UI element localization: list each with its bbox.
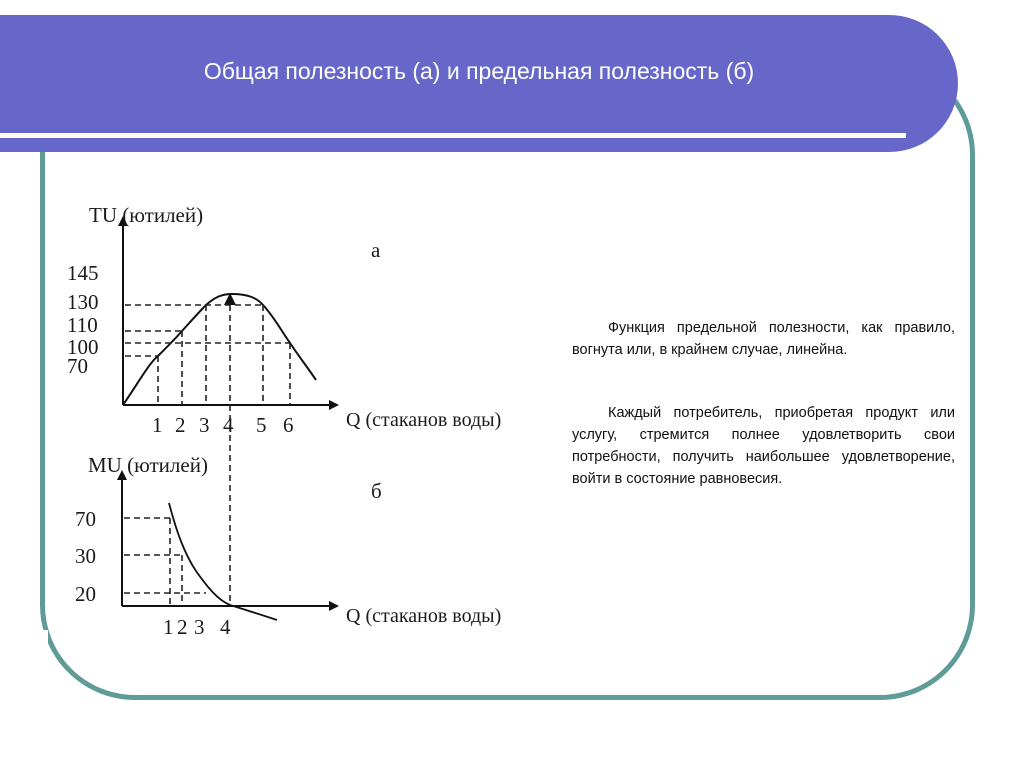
mu-x-axis-label: Q (стаканов воды) (346, 605, 502, 627)
mu-x-tick-1: 1 (163, 615, 174, 639)
tu-x-tick-5: 5 (256, 413, 267, 437)
mu-x-tick-4: 4 (220, 615, 231, 639)
mu-x-tick-3: 3 (194, 615, 205, 639)
mu-curve (169, 503, 277, 620)
tu-x-tick-4: 4 (223, 413, 234, 437)
tu-y-axis-label: TU (ютилей) (89, 203, 204, 227)
mu-x-tick-2: 2 (177, 615, 188, 639)
paragraph-2-text: Каждый потребитель, приобретая продукт или услугу, стремится полнее удовлетворить свои потребности, получить наибольшее удовлетворение, войти в состояние равновесия. (572, 405, 955, 487)
mu-y-axis-label: MU (ютилей) (88, 453, 208, 477)
tu-y-tick-100: 100 (67, 335, 99, 359)
paragraph-marginal-utility (572, 317, 955, 361)
tu-y-tick-145: 145 (67, 261, 99, 285)
paragraph-1-text: Функция предельной полезности, как правило, вогнута или, в крайнем случае, линейна. (572, 320, 955, 358)
panel-label-a: а (371, 238, 381, 262)
mu-y-tick-20: 20 (75, 582, 96, 606)
tu-x-tick-3: 3 (199, 413, 210, 437)
mu-guides (124, 518, 206, 605)
tu-chart (67, 203, 501, 604)
tu-y-tick-70: 70 (67, 354, 88, 378)
tu-y-tick-110: 110 (67, 313, 98, 337)
tu-x-tick-6: 6 (283, 413, 294, 437)
slide-title: Общая полезность (а) и предельная полезность (б) (203, 58, 755, 84)
panel-label-b: б (371, 479, 382, 503)
tu-x-tick-2: 2 (175, 413, 186, 437)
tu-x-tick-1: 1 (152, 413, 163, 437)
mu-y-tick-70: 70 (75, 507, 96, 531)
mu-chart (75, 453, 501, 639)
paragraph-consumer-equilibrium (572, 402, 955, 490)
tu-y-tick-130: 130 (67, 290, 99, 314)
mu-y-tick-30: 30 (75, 544, 96, 568)
tu-x-axis-label: Q (стаканов воды) (346, 409, 502, 431)
tu-curve (123, 294, 316, 405)
